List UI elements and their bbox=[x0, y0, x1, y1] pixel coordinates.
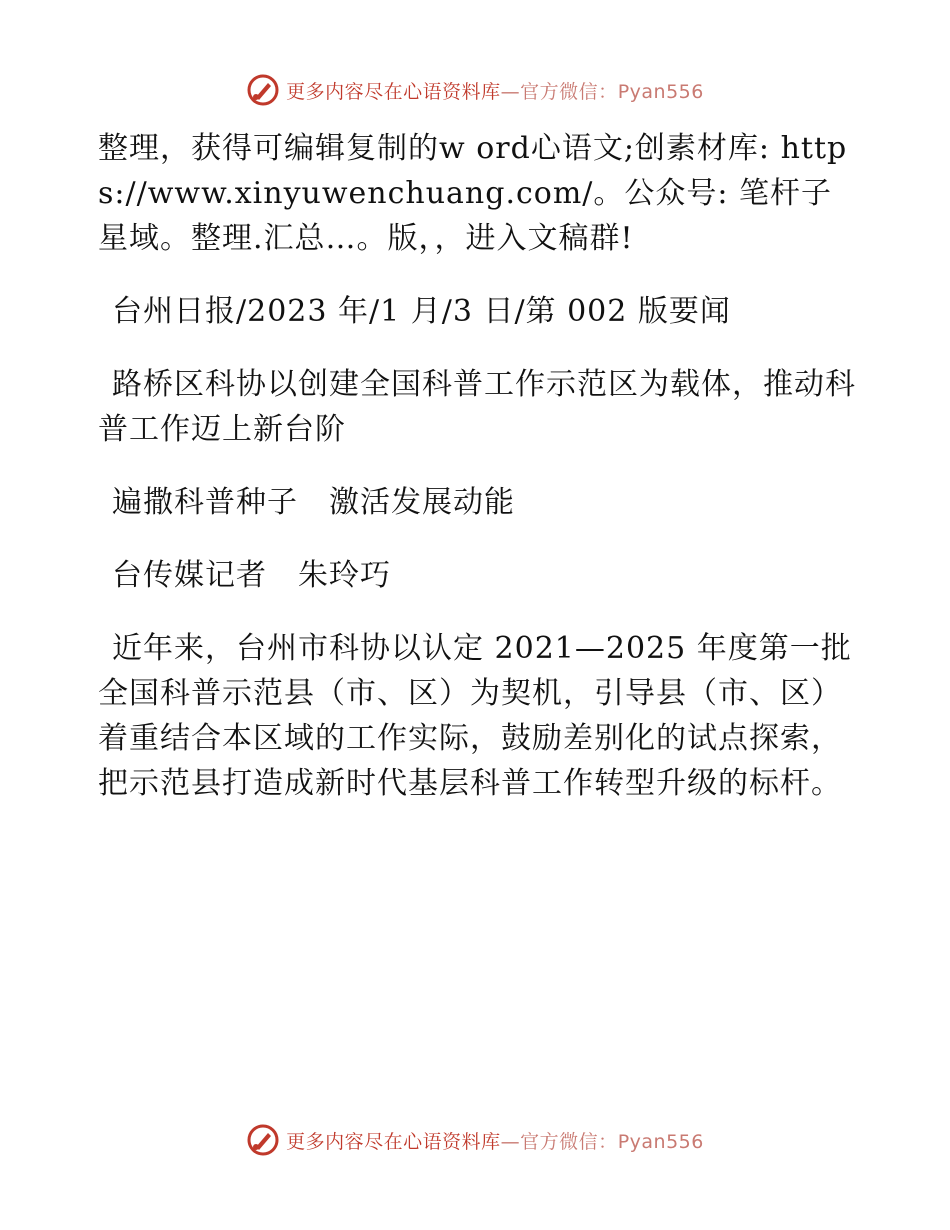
body-paragraph: 近年来，台州市科协以认定 2021—2025 年度第一批全国科普示范县（市、区）为契机，引导县（市、区）着重结合本区域的工作实际，鼓励差别化的试点探索，把示范县打造成新时代基层科普工作转型升级的标杆。 bbox=[98, 631, 852, 801]
banner-wechat-id: Pyan556 bbox=[617, 1130, 704, 1153]
banner-title: 更多内容尽在心语资料库 bbox=[286, 80, 501, 103]
article-subheadline: 遍撒科普种子 激活发展动能 bbox=[112, 485, 515, 520]
intro-paragraph: 整理，获得可编辑复制的w ord心语文;创素材库: https://www.xinyuwenchuang.com/。公众号: 笔杆子星域。整理.汇总…。版，，进入文稿群! bbox=[98, 131, 848, 256]
source-line: 台州日报/2023 年/1 月/3 日/第 002 版要闻 bbox=[112, 294, 731, 329]
byline: 台传媒记者 朱玲巧 bbox=[112, 558, 391, 593]
banner-wechat-id: Pyan556 bbox=[617, 80, 704, 103]
banner-text bbox=[286, 77, 704, 104]
pen-seal-logo-icon bbox=[246, 73, 280, 107]
banner-text bbox=[286, 1127, 704, 1154]
document-body bbox=[98, 126, 858, 834]
header-banner bbox=[0, 70, 950, 110]
article-headline: 路桥区科协以创建全国科普工作示范区为载体，推动科普工作迈上新台阶 bbox=[98, 367, 856, 447]
footer-banner bbox=[0, 1120, 950, 1160]
banner-separator: —官方微信： bbox=[500, 80, 618, 103]
pen-seal-logo-icon bbox=[246, 1123, 280, 1157]
banner-title: 更多内容尽在心语资料库 bbox=[286, 1130, 501, 1153]
banner-separator: —官方微信： bbox=[500, 1130, 618, 1153]
